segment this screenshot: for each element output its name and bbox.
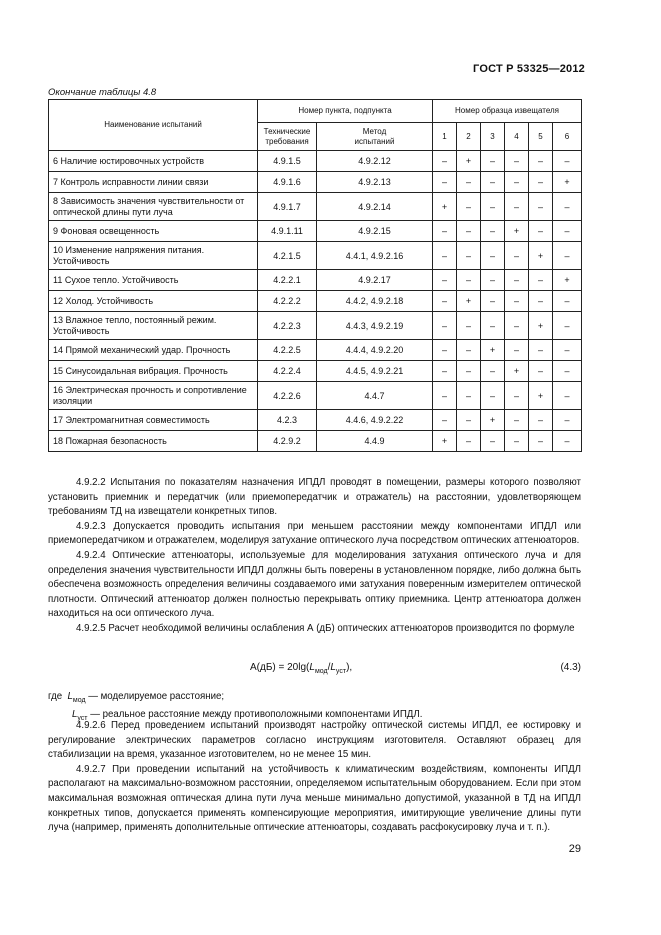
sample-mark-cell: – — [553, 361, 582, 382]
sample-mark-cell: – — [505, 242, 529, 270]
sample-mark-cell: + — [505, 361, 529, 382]
sample-mark-cell: – — [553, 242, 582, 270]
requirement-cell: 4.2.2.5 — [258, 340, 317, 361]
requirement-cell: 4.9.1.7 — [258, 193, 317, 221]
sample-mark-cell: – — [457, 312, 481, 340]
sample-mark-cell: – — [505, 270, 529, 291]
page-number: 29 — [568, 843, 581, 855]
requirement-cell: 4.2.1.5 — [258, 242, 317, 270]
method-cell: 4.4.4, 4.9.2.20 — [317, 340, 433, 361]
test-name-cell: 17 Электромагнитная совместимость — [49, 410, 258, 431]
sample-mark-cell: – — [481, 193, 505, 221]
header-sample-5: 5 — [529, 123, 553, 151]
requirement-cell: 4.2.2.3 — [258, 312, 317, 340]
sample-mark-cell: + — [457, 291, 481, 312]
test-name-cell: 9 Фоновая освещенность — [49, 221, 258, 242]
sample-mark-cell: – — [505, 151, 529, 172]
sample-mark-cell: – — [553, 431, 582, 452]
sample-mark-cell: – — [505, 193, 529, 221]
sample-mark-cell: – — [529, 193, 553, 221]
header-sample-6: 6 — [553, 123, 582, 151]
header-sample-3: 3 — [481, 123, 505, 151]
method-cell: 4.9.2.17 — [317, 270, 433, 291]
sample-mark-cell: – — [529, 151, 553, 172]
sample-mark-cell: – — [529, 172, 553, 193]
test-name-cell: 18 Пожарная безопасность — [49, 431, 258, 452]
sample-mark-cell: – — [481, 270, 505, 291]
sample-mark-cell: – — [529, 361, 553, 382]
sample-mark-cell: – — [457, 431, 481, 452]
test-name-cell: 14 Прямой механический удар. Прочность — [49, 340, 258, 361]
header-sample-2: 2 — [457, 123, 481, 151]
sample-mark-cell: – — [457, 270, 481, 291]
requirement-cell: 4.9.1.6 — [258, 172, 317, 193]
header-point-group: Номер пункта, подпункта — [258, 100, 433, 123]
header-method: Метод испытаний — [317, 123, 433, 151]
sample-mark-cell: – — [457, 221, 481, 242]
sample-mark-cell: – — [529, 291, 553, 312]
method-cell: 4.9.2.14 — [317, 193, 433, 221]
table-row — [49, 410, 582, 431]
formula-number: (4.3) — [560, 662, 581, 673]
requirement-cell: 4.2.2.2 — [258, 291, 317, 312]
sample-mark-cell: + — [529, 312, 553, 340]
sample-mark-cell: – — [457, 340, 481, 361]
sample-mark-cell: + — [433, 193, 457, 221]
sample-mark-cell: – — [505, 410, 529, 431]
sample-mark-cell: – — [481, 221, 505, 242]
sample-mark-cell: – — [553, 312, 582, 340]
sample-mark-cell: + — [529, 242, 553, 270]
sample-mark-cell: – — [433, 312, 457, 340]
sample-mark-cell: – — [553, 221, 582, 242]
sample-mark-cell: – — [481, 382, 505, 410]
paragraph-4-9-2-3: 4.9.2.3 Допускается проводить испытания при меньшем расстоянии между компонентами ИПДЛ или приемопередатчиком и отражателем, моделируя затухание оптического луча посредством оптических аттенюаторов. — [48, 520, 581, 547]
sample-mark-cell: – — [505, 382, 529, 410]
sample-mark-cell: – — [433, 270, 457, 291]
table-row — [49, 431, 582, 452]
paragraph-4-9-2-7: 4.9.2.7 При проведении испытаний на устойчивость к климатическим воздействиям, компоненты ИПДЛ располагают на максимально-возможном расстоянии, определяемом испытательным оборудованием. Если при этом максимальная возможная оптическая длина пути луча меньше минимально допустимой, указанной в ТД на ИПДЛ конкретных типов, допускается применять компенсирующие мероприятия, имитирующие увеличение длины пути луча (например, применять дополнительные оптические аттенюаторы, создавать расфокусировку луча и т. п.). — [48, 763, 581, 834]
requirement-cell: 4.2.2.1 — [258, 270, 317, 291]
requirement-cell: 4.2.9.2 — [258, 431, 317, 452]
header-sample-1: 1 — [433, 123, 457, 151]
sample-mark-cell: – — [457, 361, 481, 382]
method-cell: 4.9.2.13 — [317, 172, 433, 193]
method-cell: 4.9.2.12 — [317, 151, 433, 172]
sample-mark-cell: – — [457, 172, 481, 193]
sample-mark-cell: – — [505, 431, 529, 452]
sample-mark-cell: – — [505, 312, 529, 340]
sample-mark-cell: – — [433, 340, 457, 361]
method-cell: 4.9.2.15 — [317, 221, 433, 242]
test-name-cell: 6 Наличие юстировочных устройств — [49, 151, 258, 172]
method-cell: 4.4.6, 4.9.2.22 — [317, 410, 433, 431]
sample-mark-cell: – — [481, 242, 505, 270]
test-name-cell: 11 Сухое тепло. Устойчивость — [49, 270, 258, 291]
requirement-cell: 4.9.1.11 — [258, 221, 317, 242]
method-cell: 4.4.7 — [317, 382, 433, 410]
paragraphs-block-b — [48, 719, 581, 836]
sample-mark-cell: – — [553, 340, 582, 361]
method-cell: 4.4.2, 4.9.2.18 — [317, 291, 433, 312]
paragraph-4-9-2-2: 4.9.2.2 Испытания по показателям назначения ИПДЛ проводят в помещении, размеры которого позволяют установить приемник и передатчик (или приемопередатчик и отражатель) на расстоянии, удовлетворяющем требованиям ТД на извещатели конкретных типов. — [48, 477, 581, 518]
requirement-cell: 4.9.1.5 — [258, 151, 317, 172]
test-name-cell: 15 Синусоидальная вибрация. Прочность — [49, 361, 258, 382]
sample-mark-cell: – — [505, 291, 529, 312]
sample-mark-cell: – — [505, 340, 529, 361]
sample-mark-cell: – — [553, 193, 582, 221]
sample-mark-cell: + — [433, 431, 457, 452]
sample-mark-cell: + — [553, 172, 582, 193]
paragraphs-block-a — [48, 476, 581, 637]
header-test-name: Наименование испытаний — [49, 100, 258, 151]
sample-mark-cell: – — [433, 410, 457, 431]
sample-mark-cell: – — [529, 410, 553, 431]
sample-mark-cell: – — [433, 361, 457, 382]
sample-mark-cell: – — [433, 151, 457, 172]
requirement-cell: 4.2.3 — [258, 410, 317, 431]
sample-mark-cell: – — [553, 382, 582, 410]
sample-mark-cell: – — [529, 431, 553, 452]
legend-lust: $L_{уст}$ — реальное расстояние между противоположными компонентами ИПДЛ. — [72, 708, 423, 722]
header-sample-group: Номер образца извещателя — [433, 100, 582, 123]
sample-mark-cell: – — [505, 172, 529, 193]
sample-mark-cell: – — [481, 361, 505, 382]
table-row — [49, 172, 582, 193]
method-cell: 4.4.9 — [317, 431, 433, 452]
requirement-cell: 4.2.2.6 — [258, 382, 317, 410]
header-sample-4: 4 — [505, 123, 529, 151]
table-row — [49, 340, 582, 361]
sample-mark-cell: – — [553, 410, 582, 431]
method-cell: 4.4.1, 4.9.2.16 — [317, 242, 433, 270]
table-row — [49, 270, 582, 291]
table-row — [49, 382, 582, 410]
sample-mark-cell: + — [481, 340, 505, 361]
header-requirements: Технические требования — [258, 123, 317, 151]
test-name-cell: 10 Изменение напряжения питания. Устойчивость — [49, 242, 258, 270]
sample-mark-cell: – — [481, 291, 505, 312]
table-row — [49, 151, 582, 172]
tests-table — [48, 99, 582, 452]
sample-mark-cell: – — [553, 291, 582, 312]
sample-mark-cell: – — [433, 172, 457, 193]
sample-mark-cell: + — [481, 410, 505, 431]
sample-mark-cell: – — [481, 151, 505, 172]
sample-mark-cell: – — [457, 410, 481, 431]
method-cell: 4.4.5, 4.9.2.21 — [317, 361, 433, 382]
sample-mark-cell: – — [433, 242, 457, 270]
sample-mark-cell: – — [481, 431, 505, 452]
table-caption: Окончание таблицы 4.8 — [48, 87, 157, 98]
sample-mark-cell: – — [553, 151, 582, 172]
sample-mark-cell: – — [481, 172, 505, 193]
sample-mark-cell: – — [457, 242, 481, 270]
table-row — [49, 221, 582, 242]
standard-header: ГОСТ Р 53325—2012 — [473, 63, 585, 75]
table-row — [49, 193, 582, 221]
sample-mark-cell: – — [433, 291, 457, 312]
test-name-cell: 13 Влажное тепло, постоянный режим. Устойчивость — [49, 312, 258, 340]
test-name-cell: 7 Контроль исправности линии связи — [49, 172, 258, 193]
test-name-cell: 12 Холод. Устойчивость — [49, 291, 258, 312]
sample-mark-cell: + — [529, 382, 553, 410]
requirement-cell: 4.2.2.4 — [258, 361, 317, 382]
table-row — [49, 361, 582, 382]
method-cell: 4.4.3, 4.9.2.19 — [317, 312, 433, 340]
paragraph-4-9-2-6: 4.9.2.6 Перед проведением испытаний производят настройку оптической системы ИПДЛ, ее юстировку и регулирование электрических параметров согласно инструкциям изготовителя. Оставляют образец для стабилизации на время, указанное изготовителем, но не менее 15 мин. — [48, 720, 581, 761]
paragraph-4-9-2-4: 4.9.2.4 Оптические аттенюаторы, используемые для моделирования затухания оптического луча и для определения значения чувствительности ИПДЛ должны быть поверены в установленном порядке, либо должна быть обеспечена возможность определения величины создаваемого ими затухания поверенным измерителем оптической плотности. Оптический аттенюатор должен полностью перекрывать оптику приемника. Центр аттенюатора должен находиться на оси оптического луча. — [48, 549, 581, 620]
table-row — [49, 312, 582, 340]
sample-mark-cell: + — [505, 221, 529, 242]
sample-mark-cell: – — [433, 221, 457, 242]
sample-mark-cell: – — [529, 270, 553, 291]
sample-mark-cell: + — [457, 151, 481, 172]
test-name-cell: 16 Электрическая прочность и сопротивление изоляции — [49, 382, 258, 410]
formula-4-3 — [48, 662, 581, 680]
table-row — [49, 242, 582, 270]
sample-mark-cell: – — [457, 193, 481, 221]
legend-lmod: где $L_{мод}$ — моделируемое расстояние; — [48, 691, 225, 704]
sample-mark-cell: – — [529, 340, 553, 361]
formula-expression: $A(дБ) = 20\lg(L_{мод}/L_{уст})$, — [250, 662, 353, 675]
sample-mark-cell: – — [433, 382, 457, 410]
sample-mark-cell: – — [529, 221, 553, 242]
sample-mark-cell: – — [481, 312, 505, 340]
sample-mark-cell: – — [457, 382, 481, 410]
sample-mark-cell: + — [553, 270, 582, 291]
test-name-cell: 8 Зависимость значения чувствительности от оптической длины пути луча — [49, 193, 258, 221]
paragraph-4-9-2-5: 4.9.2.5 Расчет необходимой величины ослабления А (дБ) оптических аттенюаторов производится по формуле — [76, 622, 575, 634]
table-row — [49, 291, 582, 312]
